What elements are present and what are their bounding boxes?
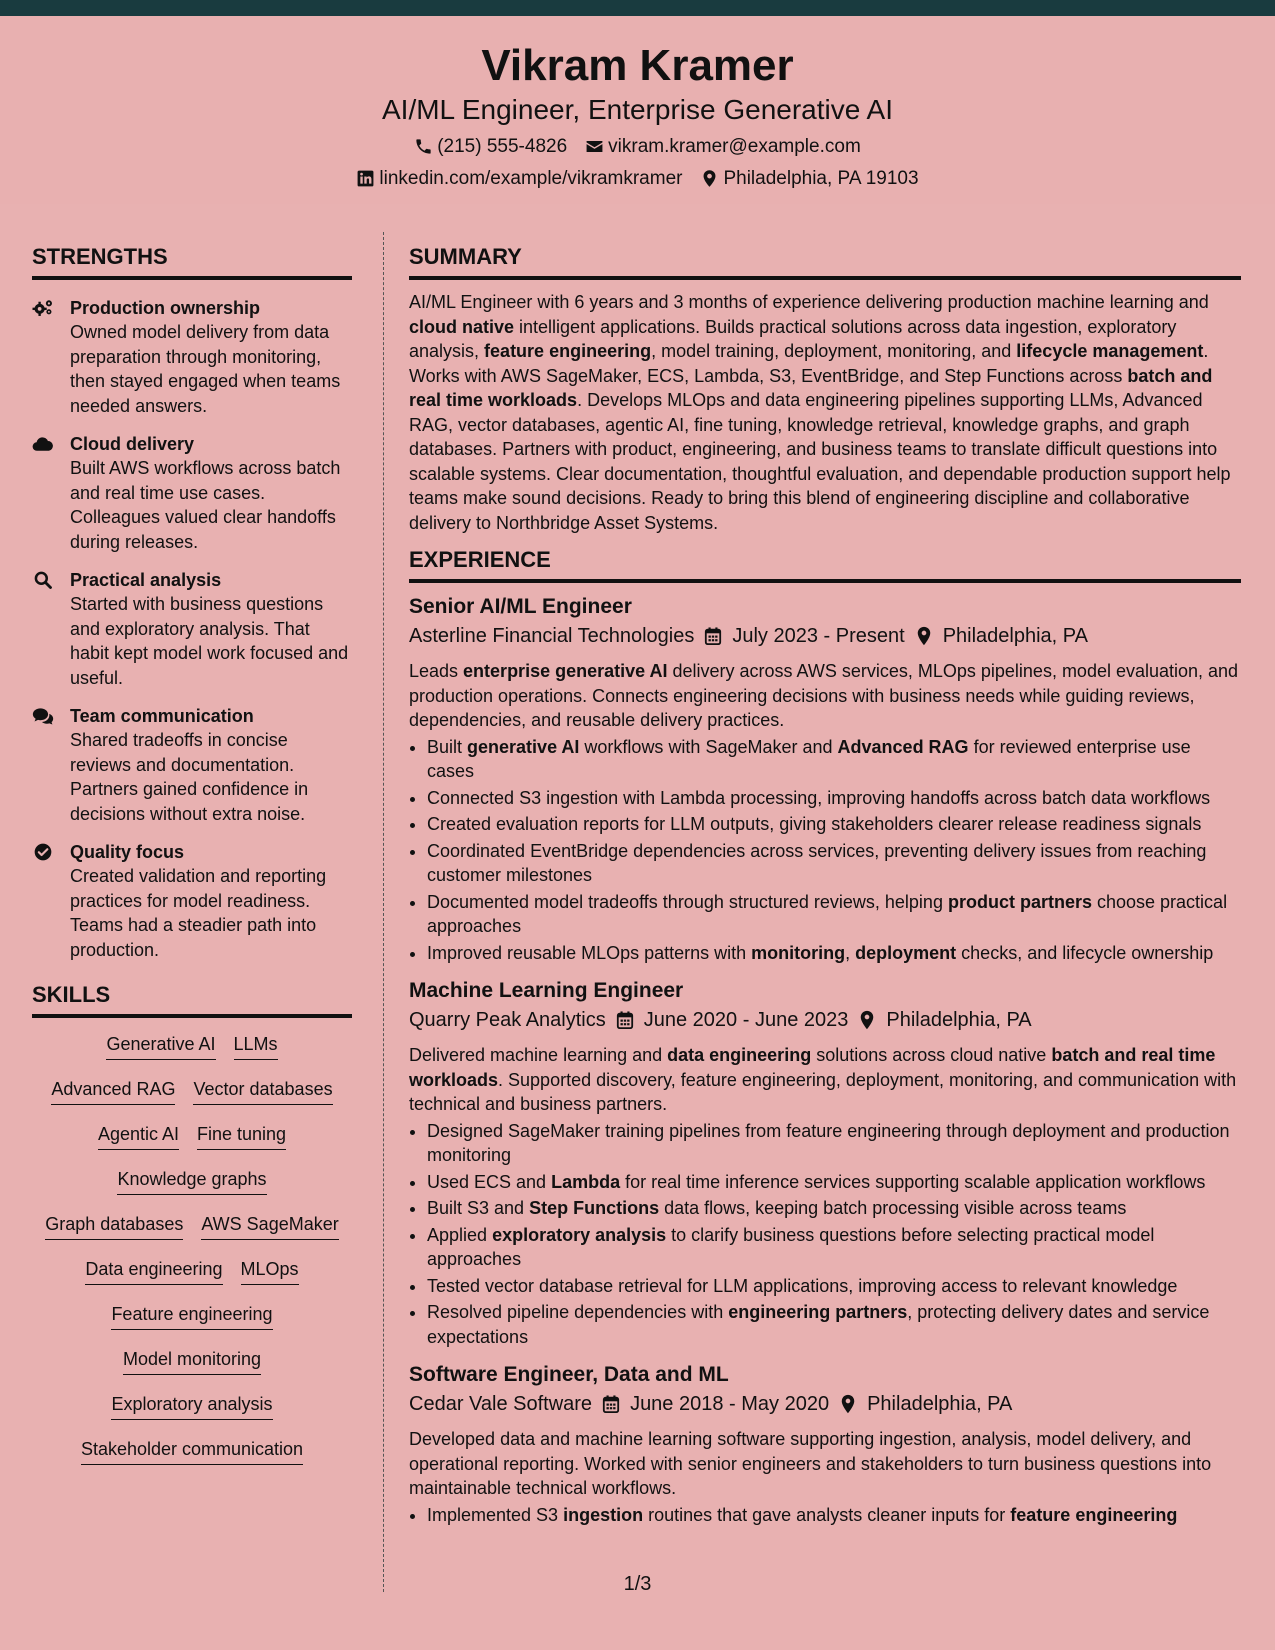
text-run: for reviewed enterprise use cases [427, 736, 1191, 781]
strength-description: Owned model delivery from data preparation through monitoring, then stayed engaged when teams needed answers. [70, 322, 341, 416]
company-name: Asterline Financial Technologies [409, 625, 695, 647]
contact-linkedin[interactable] [356, 169, 682, 188]
bullet-item [427, 1503, 1241, 1528]
experience-heading: EXPERIENCE [409, 549, 1241, 583]
strength-title: Team communication [70, 706, 254, 726]
job-description [409, 1043, 1241, 1117]
candidate-name: Vikram Kramer [481, 41, 794, 90]
linkedin-text[interactable]: linkedin.com/example/vikramkramer [379, 168, 683, 189]
bold-text: exploratory analysis [492, 1224, 667, 1245]
strength-item [32, 568, 352, 690]
job-bullets [409, 1119, 1241, 1350]
summary-text [409, 290, 1241, 535]
text-run: Built [427, 736, 468, 757]
text-run: Connected S3 ingestion with Lambda processing, improving handoffs across batch data workflows [427, 787, 1211, 808]
text-run: data flows, keeping batch processing visible across teams [659, 1198, 1127, 1218]
bold-text: product partners [947, 891, 1092, 912]
text-run: . Works with AWS SageMaker, ECS, Lambda, S3, EventBridge, and Step Functions across [409, 341, 1209, 386]
job-entry [409, 593, 1241, 965]
bold-text: deployment [855, 942, 957, 963]
contact-phone [414, 137, 567, 156]
strength-body [70, 840, 352, 962]
text-run: AI/ML Engineer with 6 years and 3 months of experience delivering production machine learning and [409, 292, 1209, 312]
skill-row [32, 1212, 352, 1257]
text-run: Documented model tradeoffs through structured reviews, helping [427, 891, 948, 912]
strength-item [32, 432, 352, 554]
text-run: Leads [409, 661, 464, 681]
skills-heading: SKILLS [32, 984, 352, 1018]
email-text[interactable]: vikram.kramer@example.com [608, 136, 861, 157]
resume-header [0, 16, 1275, 204]
skill-row [32, 1392, 352, 1437]
text-run: , model training, deployment, monitoring, and [651, 341, 1017, 361]
bullet-item [427, 941, 1241, 966]
contact-row-2 [0, 169, 1275, 188]
job-meta [409, 1005, 1241, 1035]
text-run: for real time inference services supporting scalable application workflows [620, 1171, 1206, 1192]
skill-row [32, 1077, 352, 1122]
text-run: Improved reusable MLOps patterns with [427, 942, 752, 963]
skill-tag: Agentic AI [98, 1122, 179, 1150]
bold-text: batch and real time workloads [409, 365, 1213, 410]
skill-tag: Data engineering [85, 1257, 222, 1285]
text-run: Coordinated EventBridge dependencies across services, preventing delivery issues from reaching customer milestones [427, 840, 1207, 885]
company-name: Quarry Peak Analytics [409, 1009, 606, 1031]
strengths-list [32, 296, 352, 962]
bold-text: Lambda [551, 1171, 621, 1192]
strength-description: Built AWS workflows across batch and real time use cases. Colleagues valued clear handoffs during releases. [70, 458, 341, 552]
job-bullets [409, 1503, 1241, 1528]
skill-row [32, 1347, 352, 1392]
skill-row [32, 1167, 352, 1212]
job-entry [409, 977, 1241, 1349]
page-indicator: 1/3 [623, 1573, 652, 1595]
text-run: Designed SageMaker training pipelines from feature engineering through deployment and production monitoring [427, 1120, 1230, 1165]
skill-row [32, 1122, 352, 1167]
job-dates: June 2020 - June 2023 [643, 1009, 849, 1031]
text-run: Developed data and machine learning software supporting ingestion, analysis, model delivery, and operational reporting. Worked with senior engineers and stakeholders to turn business questions into maintainable technical workflows. [409, 1429, 1212, 1498]
check-circle-icon [32, 840, 58, 962]
job-location: Philadelphia, PA [867, 1393, 1013, 1415]
text-run: , protecting delivery dates and service expectations [427, 1302, 1210, 1347]
bold-text: Advanced RAG [837, 736, 969, 757]
strengths-heading: STRENGTHS [32, 246, 352, 280]
skill-row [32, 1437, 352, 1482]
bullet-item [427, 890, 1241, 939]
comments-icon [32, 704, 58, 826]
text-run: choose practical approaches [427, 891, 1228, 936]
job-bullets [409, 735, 1241, 966]
text-run: . Develops MLOps and data engineering pipelines supporting LLMs, Advanced RAG, vector databases, agentic AI, fine tuning, knowledge retrieval, knowledge graphs, and graph databases. Partners with product, engineering, and business teams to translate difficult questions into scalable systems. Clear documentation, thoughtful evaluation, and dependable production support help teams make sound decisions. Ready to bring this blend of engineering discipline and collaborative delivery to Northbridge Asset Systems. [409, 390, 1231, 533]
top-accent-bar [0, 0, 1275, 16]
bold-text: engineering partners [728, 1302, 908, 1322]
skills-list [32, 1032, 352, 1482]
right-column [409, 246, 1241, 1527]
job-meta [409, 1389, 1241, 1419]
text-run: Resolved pipeline dependencies with [427, 1302, 729, 1322]
column-divider [383, 232, 384, 1592]
skill-tag: Vector databases [193, 1077, 332, 1105]
bullet-item [427, 1300, 1241, 1349]
map-pin-icon [700, 169, 719, 188]
job-title: Machine Learning Engineer [409, 979, 684, 1002]
text-run: to clarify business questions before selecting practical model approaches [427, 1224, 1155, 1269]
skill-tag: Feature engineering [111, 1302, 272, 1330]
text-run: solutions across cloud native [811, 1045, 1052, 1065]
text-run: checks, and lifecycle ownership [956, 942, 1214, 963]
strength-item [32, 704, 352, 826]
job-dates: July 2023 - Present [732, 625, 905, 647]
text-run: intelligent applications. Builds practical solutions across data ingestion, exploratory analysis, [409, 316, 1177, 361]
bold-text: feature engineering [1010, 1504, 1178, 1525]
bullet-item [427, 1223, 1241, 1272]
skill-tag: Advanced RAG [51, 1077, 175, 1105]
job-description [409, 1427, 1241, 1501]
gears-icon [32, 296, 58, 418]
text-run: Used ECS and [427, 1171, 552, 1192]
strength-title: Quality focus [70, 842, 185, 862]
bold-text: Step Functions [529, 1198, 660, 1218]
job-description [409, 659, 1241, 733]
strength-title: Production ownership [70, 298, 261, 318]
skill-row [32, 1302, 352, 1347]
text-run: delivery across AWS services, MLOps pipelines, model evaluation, and production operations. Connects engineering decisions with business needs while guiding reviews, dependencies, and reusable delivery practices. [409, 661, 1239, 730]
left-column [32, 246, 352, 1482]
search-icon [32, 568, 58, 690]
skill-tag: Graph databases [45, 1212, 183, 1240]
job-location: Philadelphia, PA [942, 625, 1088, 647]
bullet-item [427, 735, 1241, 784]
text-run: Created evaluation reports for LLM outputs, giving stakeholders clearer release readiness signals [427, 814, 1202, 834]
contact-row-1 [0, 137, 1275, 156]
cloud-icon [32, 432, 58, 554]
skill-tag: Knowledge graphs [117, 1167, 266, 1195]
bullet-item [427, 1119, 1241, 1168]
job-title: Software Engineer, Data and ML [409, 1363, 729, 1386]
bold-text: cloud native [409, 316, 515, 337]
summary-heading: SUMMARY [409, 246, 1241, 280]
job-title: Senior AI/ML Engineer [409, 595, 632, 618]
bold-text: ingestion [563, 1504, 644, 1525]
phone-text: (215) 555-4826 [437, 136, 568, 157]
strength-item [32, 840, 352, 962]
experience-list [409, 593, 1241, 1527]
bold-text: data engineering [667, 1045, 812, 1065]
job-entry [409, 1361, 1241, 1527]
contact-location [700, 169, 918, 188]
location-text: Philadelphia, PA 19103 [723, 168, 919, 189]
job-location: Philadelphia, PA [886, 1009, 1032, 1031]
text-run: Implemented S3 [427, 1504, 564, 1525]
job-dates: June 2018 - May 2020 [630, 1393, 830, 1415]
strength-title: Practical analysis [70, 570, 222, 590]
strength-description: Shared tradeoffs in concise reviews and documentation. Partners gained confidence in decisions without extra noise. [70, 730, 309, 824]
calendar-icon [704, 626, 722, 646]
strength-body [70, 432, 352, 554]
skill-tag: Stakeholder communication [81, 1437, 303, 1465]
contact-email[interactable] [585, 137, 861, 156]
text-run: Applied [427, 1224, 493, 1245]
bullet-item [427, 839, 1241, 888]
map-pin-icon [839, 1394, 857, 1414]
skill-row [32, 1257, 352, 1302]
strength-title: Cloud delivery [70, 434, 195, 454]
strength-body [70, 296, 352, 418]
map-pin-icon [858, 1010, 876, 1030]
bold-text: monitoring [751, 942, 846, 963]
bold-text: enterprise generative AI [463, 661, 668, 681]
linkedin-icon [356, 169, 375, 188]
strength-body [70, 704, 352, 826]
skill-tag: Exploratory analysis [111, 1392, 272, 1420]
text-run: Built S3 and [427, 1198, 530, 1218]
job-meta [409, 621, 1241, 651]
text-run: Delivered machine learning and [409, 1045, 668, 1065]
bullet-item [427, 1196, 1241, 1221]
strength-description: Started with business questions and exploratory analysis. That habit kept model work focused and useful. [70, 594, 349, 688]
strength-description: Created validation and reporting practices for model readiness. Teams had a steadier path into production. [70, 866, 327, 960]
text-run: routines that gave analysts cleaner inputs for [643, 1504, 1011, 1525]
bullet-item [427, 812, 1241, 837]
skill-tag: Model monitoring [123, 1347, 261, 1375]
strength-body [70, 568, 352, 690]
calendar-icon [616, 1010, 634, 1030]
skill-tag: Generative AI [106, 1032, 215, 1060]
text-run: workflows with SageMaker and [579, 736, 838, 757]
candidate-title: AI/ML Engineer, Enterprise Generative AI [381, 94, 893, 125]
skill-tag: MLOps [241, 1257, 299, 1285]
bullet-item [427, 1170, 1241, 1195]
bullet-item [427, 1274, 1241, 1299]
bold-text: generative AI [467, 736, 580, 757]
skill-tag: AWS SageMaker [201, 1212, 338, 1240]
skill-tag: Fine tuning [197, 1122, 286, 1150]
envelope-icon [585, 137, 604, 156]
map-pin-icon [915, 626, 933, 646]
skill-tag: LLMs [234, 1032, 278, 1060]
phone-icon [414, 137, 433, 156]
bold-text: lifecycle management [1016, 341, 1204, 361]
bold-text: feature engineering [484, 341, 652, 361]
bold-text: batch and real time workloads [409, 1045, 1216, 1090]
strength-item [32, 296, 352, 418]
bullet-item [427, 786, 1241, 811]
skill-row [32, 1032, 352, 1077]
calendar-icon [602, 1394, 620, 1414]
text-run: , [845, 942, 856, 963]
text-run: . Supported discovery, feature engineering, deployment, monitoring, and communication with technical and business partners. [409, 1069, 1237, 1114]
company-name: Cedar Vale Software [409, 1393, 593, 1415]
text-run: Tested vector database retrieval for LLM applications, improving access to relevant knowledge [427, 1275, 1178, 1296]
